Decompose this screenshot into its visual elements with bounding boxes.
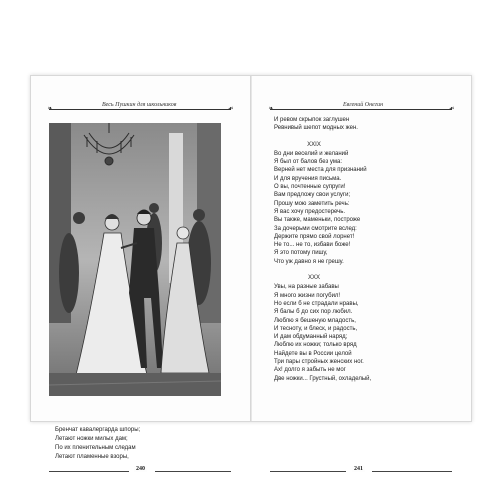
verse-line: Вам предложу свои услуги;: [274, 192, 351, 199]
footer-rule: [49, 471, 129, 472]
verse-line: Люблю я бешеную младость,: [274, 317, 356, 324]
verse-line: И дам обдуманный наряд;: [274, 334, 348, 341]
right-page: [252, 76, 471, 472]
stanza-number: XXIX: [307, 141, 321, 148]
verse-line: Держите прямо свой лорнет!: [274, 233, 355, 240]
verse-line: Вы также, маменьки, построже: [274, 217, 361, 224]
left-verse: [55, 426, 225, 462]
verse-line: Я был от балов без ума:: [274, 159, 342, 166]
verse-line: Увы, на разные забавы: [274, 284, 339, 291]
open-book-spread: [30, 75, 472, 472]
verse-line: Не то... не то, избави боже!: [274, 242, 351, 249]
verse-line: Люблю их ножки; только вряд: [274, 342, 357, 349]
verse-line: За дочерьми смотрите вслед:: [274, 225, 357, 232]
verse-line: Верней нет места для признаний: [274, 167, 367, 174]
verse-line: Я вас хочу предостеречь.: [274, 208, 346, 215]
flourish-ornament-icon: ☙: [227, 106, 233, 112]
verse-line: Летают ножки милых дам;: [55, 436, 128, 442]
verse-line: Ах! долго я забыть не мог: [274, 367, 346, 374]
verse-line: Три пары стройных женских ног.: [274, 359, 364, 366]
verse-line: Я балы б до сих пор любил.: [274, 309, 353, 316]
flourish-ornament-icon: ❧: [268, 106, 274, 112]
stanza-number: XXX: [307, 275, 320, 282]
right-running-head-text: Евгений Онегин: [340, 102, 386, 108]
verse-line: Летают пламенные взоры,: [55, 454, 129, 460]
poem-text: [274, 116, 454, 383]
footer-rule: [270, 471, 346, 472]
header-rule: [49, 109, 231, 110]
left-footer: [49, 466, 231, 476]
verse-line: Я много жизни погубил!: [274, 292, 341, 299]
flourish-ornament-icon: ☙: [448, 106, 454, 112]
verse-line: О вы, почтенные супруги!: [274, 184, 346, 191]
ballroom-dance-illustration: [49, 123, 221, 396]
footer-rule: [372, 471, 452, 472]
right-footer: [270, 466, 452, 476]
verse-line: Прошу мою заметить речь:: [274, 200, 350, 207]
verse-line: И для вручения письма.: [274, 175, 342, 182]
verse-line: По их пленительным следам: [55, 445, 136, 451]
left-page: [31, 76, 250, 472]
left-running-head-text: Весь Пушкин для школьников: [99, 102, 179, 108]
page-number: 240: [136, 466, 145, 472]
header-rule: [270, 109, 452, 110]
verse-line: И тесноту, и блеск, и радость,: [274, 325, 358, 332]
footer-rule: [155, 471, 231, 472]
verse-line: И ревом скрыпок заглушен: [274, 117, 350, 123]
page-number: 241: [354, 466, 363, 472]
verse-line: Ревнивый шепот модных жен.: [274, 125, 358, 132]
right-running-head: [270, 101, 452, 111]
verse-line: Но если б не страдали нравы,: [274, 300, 359, 307]
verse-line: Две ножки... Грустный, охладелый,: [274, 375, 372, 382]
left-running-head: [49, 101, 231, 111]
verse-line: Бренчат кавалергарда шпоры;: [55, 427, 141, 433]
verse-line: Что уж давно я не грешу.: [274, 258, 344, 265]
flourish-ornament-icon: ❧: [47, 106, 53, 112]
verse-line: Найдете вы в России целой: [274, 350, 352, 357]
verse-line: Во дни веселий и желаний: [274, 150, 349, 157]
verse-line: Я это потому пишу,: [274, 250, 328, 257]
